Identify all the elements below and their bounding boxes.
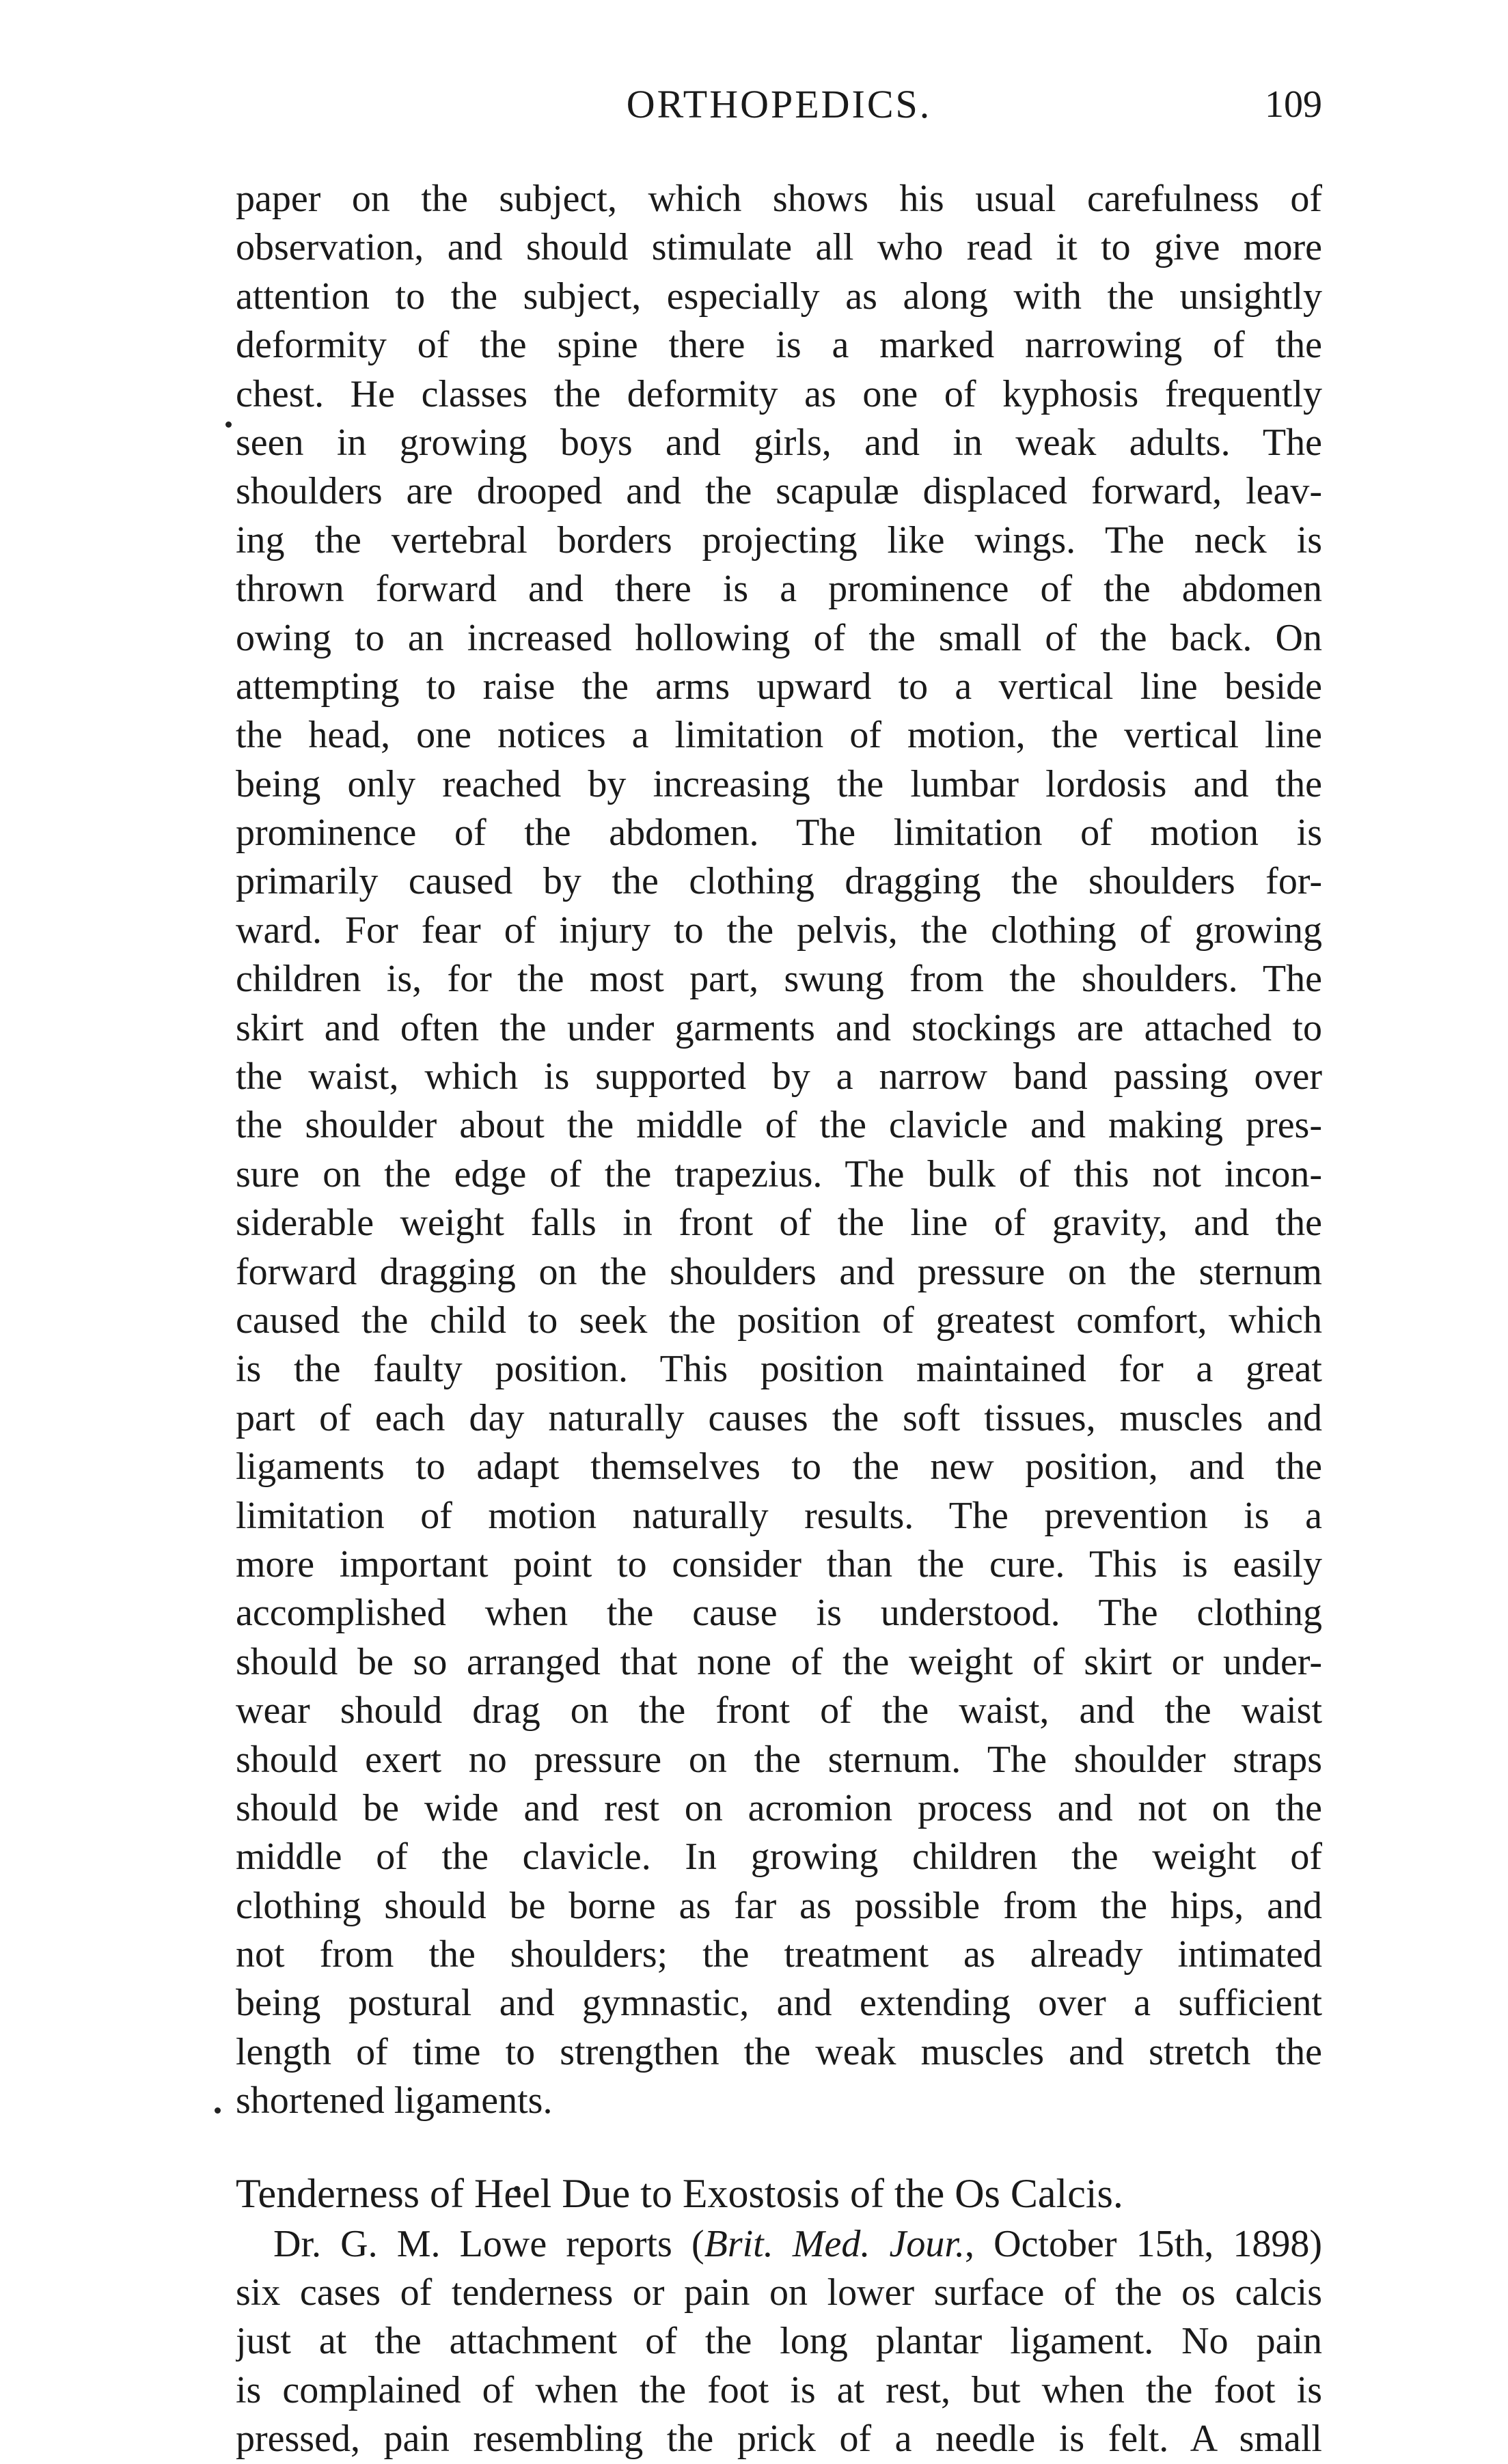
text-line: pressed, pain resembling the prick of a needle is felt. A small — [236, 2418, 1322, 2461]
page-number: 109 — [1265, 83, 1322, 126]
text-line: forward dragging on the shoulders and pressure on the sternum — [236, 1250, 1322, 1293]
text-line: limitation of motion naturally results. The prevention is a — [236, 1494, 1322, 1537]
text-line: ligaments to adapt themselves to the new position, and the — [236, 1445, 1322, 1489]
text-line: ward. For fear of injury to the pelvis, the clothing of growing — [236, 909, 1322, 952]
text-line: not from the shoulders; the treatment as already intimated — [236, 1933, 1322, 1976]
text-line: primarily caused by the clothing dragging the shoulders for- — [236, 860, 1322, 903]
text-line: length of time to strengthen the weak muscles and stretch the — [236, 2030, 1322, 2073]
text-line: siderable weight falls in front of the line of gravity, and the — [236, 1202, 1322, 1245]
text-line: ing the vertebral borders projecting like wings. The neck is — [236, 518, 1322, 562]
text-line: the shoulder about the middle of the clavicle and making pres- — [236, 1104, 1322, 1147]
text-line — [236, 2220, 1322, 2269]
text-line: owing to an increased hollowing of the small of the back. On — [236, 616, 1322, 659]
text-line: the head, one notices a limitation of motion, the vertical line — [236, 714, 1322, 757]
paragraph — [236, 2220, 1322, 2464]
running-head — [236, 81, 1322, 128]
stray-mark — [225, 421, 232, 428]
text-line: paper on the subject, which shows his usual carefulness of — [236, 178, 1322, 220]
text-line: wear should drag on the front of the waist, and the waist — [236, 1689, 1322, 1732]
text-line: attempting to raise the arms upward to a vertical line beside — [236, 665, 1322, 708]
text-line: skirt and often the under garments and stockings are attached to — [236, 1006, 1322, 1049]
text-line: children is, for the most part, swung from the shoulders. The — [236, 958, 1322, 1001]
text-fragment: Dr. G. M. Lowe reports ( — [273, 2222, 704, 2265]
text-line: more important point to consider than the cure. This is easily — [236, 1542, 1322, 1586]
text-line: thrown forward and there is a prominence of the abdomen — [236, 568, 1322, 611]
text-line: part of each day naturally causes the soft tissues, muscles and — [236, 1396, 1322, 1439]
text-line: middle of the clavicle. In growing children the weight of — [236, 1836, 1322, 1879]
text-line: prominence of the abdomen. The limitation of motion is — [236, 812, 1322, 855]
text-line: six cases of tenderness or pain on lower surface of the os calcis — [236, 2271, 1322, 2314]
text-line: shortened ligaments. — [236, 2079, 553, 2122]
text-line: just at the attachment of the long plantar ligament. No pain — [236, 2320, 1322, 2363]
text-line: clothing should be borne as far as possible from the hips, and — [236, 1884, 1322, 1927]
text-line: attention to the subject, especially as along with the unsightly — [236, 275, 1322, 318]
text-line: shoulders are drooped and the scapulæ displaced forward, leav- — [236, 470, 1322, 513]
text-line: the waist, which is supported by a narrow band passing over — [236, 1055, 1322, 1098]
text-line: is complained of when the foot is at rest, but when the foot is — [236, 2368, 1322, 2411]
journal-citation: Brit. Med. Jour. — [704, 2222, 965, 2265]
text-line: accomplished when the cause is understood. The clothing — [236, 1592, 1322, 1635]
text-line: being only reached by increasing the lumbar lordosis and the — [236, 762, 1322, 805]
text-line: being postural and gymnastic, and extending over a sufficient — [236, 1982, 1322, 2025]
text-fragment: , October 15th, 1898) — [964, 2222, 1322, 2265]
text-line: observation, and should stimulate all who read it to give more — [236, 226, 1322, 269]
running-title: ORTHOPEDICS. — [626, 82, 932, 126]
paragraph — [236, 175, 1322, 2126]
text-line: sure on the edge of the trapezius. The bulk of this not incon- — [236, 1152, 1322, 1195]
text-line: is the faulty position. This position maintained for a great — [236, 1348, 1322, 1391]
text-line: should be wide and rest on acromion process and not on the — [236, 1786, 1322, 1829]
text-line: caused the child to seek the position of greatest comfort, which — [236, 1299, 1322, 1342]
section-heading: Tenderness of Heel Due to Exostosis of the Os Calcis. — [236, 2170, 1123, 2216]
stray-mark — [215, 2107, 221, 2114]
text-line: chest. He classes the deformity as one of kyphosis frequently — [236, 372, 1322, 415]
text-line: should be so arranged that none of the weight of skirt or under- — [236, 1640, 1322, 1683]
text-line: deformity of the spine there is a marked narrowing of the — [236, 324, 1322, 367]
body-text — [236, 175, 1322, 2464]
text-line: seen in growing boys and girls, and in weak adults. The — [236, 421, 1322, 464]
text-line: should exert no pressure on the sternum. The shoulder straps — [236, 1738, 1322, 1781]
